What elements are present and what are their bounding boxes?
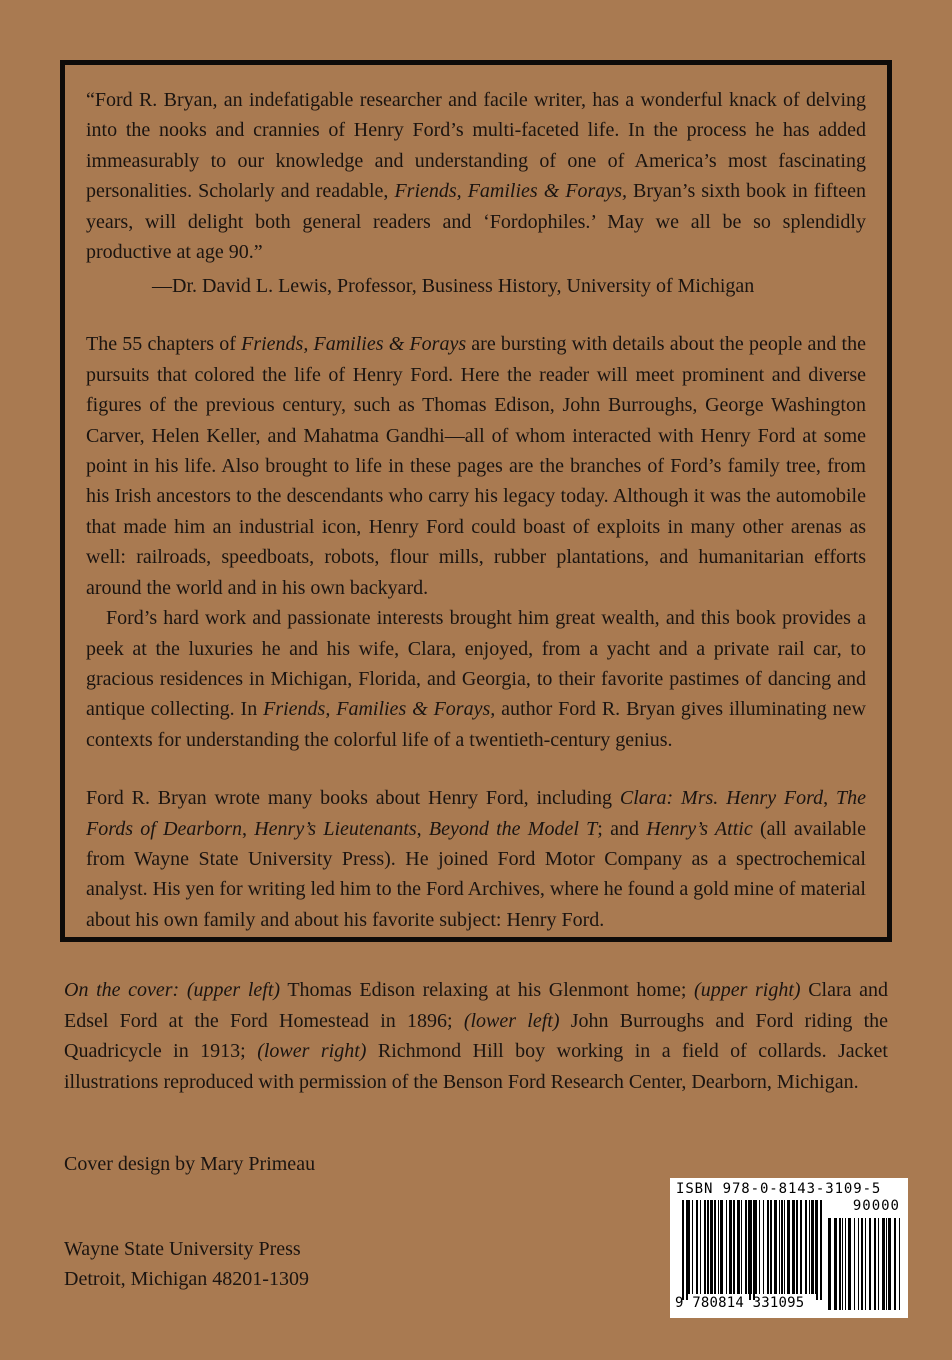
quote-text-part-1: “Ford R. Bryan, an indefatigable researcher and facile writer, has a wonderful knack of delving into the nooks and crannies of Henry Ford’s multi-faceted life. In the process he has added immeasurably to our knowledge and understanding of one of America’s most fascinating personalities. Scholarly and readable, — [86, 89, 866, 203]
quote-attribution: —Dr. David L. Lewis, Professor, Business History, University of Michigan — [152, 275, 755, 298]
barcode-addon-number: 90000 — [852, 1198, 900, 1214]
isbn-barcode — [670, 1178, 908, 1318]
quote-text-part-2: Bryan’s sixth book in fifteen years, will delight both general readers and ‘Fordophiles.’ May we all be so splendidly productive at age 90.” — [86, 180, 866, 264]
book-title-fords-of-dearborn: The Fords of Dearborn — [86, 787, 867, 840]
quote-book-title: Friends, Families & Forays, — [394, 180, 627, 203]
text-frame — [60, 60, 892, 942]
description-paragraph-2: Ford’s hard work and passionate interests brought him great wealth, and this book provides a peek at the luxuries he and his wife, Clara, enjoyed, from a yacht and a private rail car, to gracious residences in Michigan, Florida, and Georgia, to their favorite pastimes of dancing and antique collecting. In Friends, Families & Forays, author Ford R. Bryan gives illuminating new contexts for understanding the colorful life of a twentieth-century genius. — [86, 607, 866, 751]
publisher-name: Wayne State University Press — [64, 1238, 301, 1260]
book-title-henrys-lieutenants: Henry’s Lieutenants — [254, 817, 417, 840]
publisher-address: Detroit, Michigan 48201-1309 — [64, 1268, 309, 1290]
description-book-title: Friends, Families & Forays — [241, 333, 467, 356]
cover-caption: On the cover: (upper left) Thomas Edison relaxing at his Glenmont home; (upper right) Clara and Edsel Ford at the Ford Homestead in 1896; (lower left) John Burroughs and Ford riding the Quadricycle in 1913; (lower right) Richmond Hill boy working in a field of collards. Jacket illustrations reproduced with permission of the Benson Ford Research Center, Dearborn, Michigan. — [64, 979, 889, 1093]
isbn-label: ISBN 978-0-8143-3109-5 — [676, 1181, 882, 1197]
publisher-block — [64, 1234, 309, 1294]
cover-design-credit: Cover design by Mary Primeau — [64, 1153, 316, 1175]
review-quote — [86, 85, 866, 267]
book-title-beyond-model-t: Beyond the Model T — [428, 817, 598, 840]
frame-content — [86, 85, 866, 935]
book-title-clara: Clara: Mrs. Henry Ford — [619, 787, 824, 810]
book-title-henrys-attic: Henry’s Attic — [646, 817, 753, 840]
description-paragraph-1: The 55 chapters of Friends, Families & Forays are bursting with details about the people and the pursuits that colored the life of Henry Ford. Here the reader will meet prominent and diverse figures of the previous century, such as Thomas Edison, John Burroughs, George Washington Carver, Helen Keller, and Mahatma Gandhi—all of whom interacted with Henry Ford at some point in his life. Also brought to life in these pages are the branches of Ford’s family tree, from his Irish ancestors to the descendants who carry his legacy today. Although it was the automobile that made him an industrial icon, Henry Ford could boast of exploits in many other arenas as well: railroads, speedboats, robots, flour mills, rubber plantations, and humanitarian efforts around the world and in his own backyard. — [86, 333, 866, 599]
barcode-ean-number: 9 780814 331095 — [675, 1295, 805, 1311]
description-book-title-2: Friends, Families & Forays, — [263, 698, 496, 721]
author-bio: Ford R. Bryan wrote many books about Henry Ford, including Clara: Mrs. Henry Ford, The Fords of Dearborn, Henry’s Lieutenants, Beyond the Model T; and Henry’s Attic (all available from Wayne State University Press). He joined Ford Motor Company as a spectrochemical analyst. His yen for writing led him to the Ford Archives, where he found a gold mine of material about his own family and about his favorite subject: Henry Ford. — [86, 787, 867, 931]
